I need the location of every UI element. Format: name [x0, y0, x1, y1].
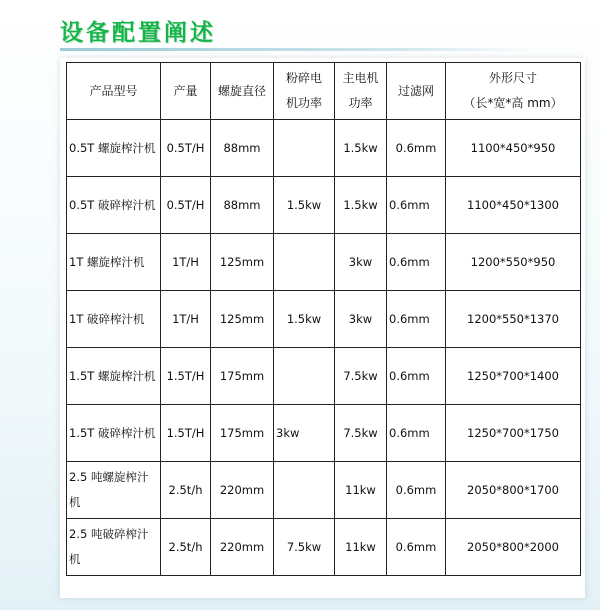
table-header-row — [67, 63, 581, 120]
cell-size: 1250*700*1400 — [446, 348, 581, 405]
cell-model: 1T 螺旋榨汁机 — [67, 234, 161, 291]
cell-filter: 0.6mm — [387, 291, 446, 348]
cell-size: 1250*700*1750 — [446, 405, 581, 462]
cell-filter: 0.6mm — [387, 120, 446, 177]
page-title: 设备配置阐述 — [60, 20, 216, 46]
cell-filter: 0.6mm — [387, 177, 446, 234]
table-row — [67, 405, 581, 462]
cell-output: 0.5T/H — [161, 177, 211, 234]
cell-size: 1100*450*1300 — [446, 177, 581, 234]
cell-size: 2050*800*2000 — [446, 519, 581, 576]
cell-diameter: 125mm — [211, 291, 274, 348]
cell-diameter: 220mm — [211, 519, 274, 576]
cell-model: 2.5 吨破碎榨汁机 — [67, 519, 161, 576]
table-row — [67, 519, 581, 576]
header-diameter: 螺旋直径 — [211, 63, 274, 120]
cell-output: 1.5T/H — [161, 405, 211, 462]
cell-diameter: 125mm — [211, 234, 274, 291]
table-row — [67, 234, 581, 291]
cell-crusher-power — [274, 462, 335, 519]
cell-diameter: 88mm — [211, 120, 274, 177]
header-crusher-power: 粉碎电 机功率 — [274, 63, 335, 120]
cell-output: 2.5t/h — [161, 519, 211, 576]
cell-crusher-power: 3kw — [274, 405, 335, 462]
table-row — [67, 348, 581, 405]
title-underline — [60, 48, 540, 51]
cell-output: 0.5T/H — [161, 120, 211, 177]
table-row — [67, 177, 581, 234]
header-filter: 过滤网 — [387, 63, 446, 120]
header-output: 产量 — [161, 63, 211, 120]
cell-diameter: 220mm — [211, 462, 274, 519]
cell-diameter: 175mm — [211, 405, 274, 462]
cell-main-power: 1.5kw — [335, 120, 387, 177]
table-row — [67, 120, 581, 177]
header-model: 产品型号 — [67, 63, 161, 120]
cell-filter: 0.6mm — [387, 348, 446, 405]
cell-crusher-power — [274, 120, 335, 177]
cell-main-power: 7.5kw — [335, 405, 387, 462]
cell-model: 1.5T 破碎榨汁机 — [67, 405, 161, 462]
cell-filter: 0.6mm — [387, 405, 446, 462]
cell-size: 1200*550*1370 — [446, 291, 581, 348]
cell-main-power: 7.5kw — [335, 348, 387, 405]
cell-crusher-power — [274, 348, 335, 405]
cell-filter: 0.6mm — [387, 234, 446, 291]
cell-model: 2.5 吨螺旋榨汁机 — [67, 462, 161, 519]
cell-output: 1.5T/H — [161, 348, 211, 405]
cell-crusher-power — [274, 234, 335, 291]
spec-sheet — [60, 58, 585, 598]
cell-filter: 0.6mm — [387, 462, 446, 519]
cell-size: 1100*450*950 — [446, 120, 581, 177]
cell-diameter: 88mm — [211, 177, 274, 234]
cell-size: 2050*800*1700 — [446, 462, 581, 519]
cell-output: 1T/H — [161, 291, 211, 348]
cell-model: 1.5T 螺旋榨汁机 — [67, 348, 161, 405]
table-row — [67, 462, 581, 519]
cell-crusher-power: 1.5kw — [274, 177, 335, 234]
header-size: 外形尺寸 （长*宽*高 mm） — [446, 63, 581, 120]
cell-main-power: 1.5kw — [335, 177, 387, 234]
cell-diameter: 175mm — [211, 348, 274, 405]
cell-model: 1T 破碎榨汁机 — [67, 291, 161, 348]
cell-main-power: 3kw — [335, 234, 387, 291]
cell-output: 2.5t/h — [161, 462, 211, 519]
table-row — [67, 291, 581, 348]
cell-filter: 0.6mm — [387, 519, 446, 576]
cell-main-power: 11kw — [335, 519, 387, 576]
cell-size: 1200*550*950 — [446, 234, 581, 291]
spec-table — [66, 62, 581, 576]
cell-main-power: 3kw — [335, 291, 387, 348]
cell-crusher-power: 1.5kw — [274, 291, 335, 348]
cell-main-power: 11kw — [335, 462, 387, 519]
header-main-power: 主电机 功率 — [335, 63, 387, 120]
cell-output: 1T/H — [161, 234, 211, 291]
cell-model: 0.5T 螺旋榨汁机 — [67, 120, 161, 177]
cell-model: 0.5T 破碎榨汁机 — [67, 177, 161, 234]
cell-crusher-power: 7.5kw — [274, 519, 335, 576]
